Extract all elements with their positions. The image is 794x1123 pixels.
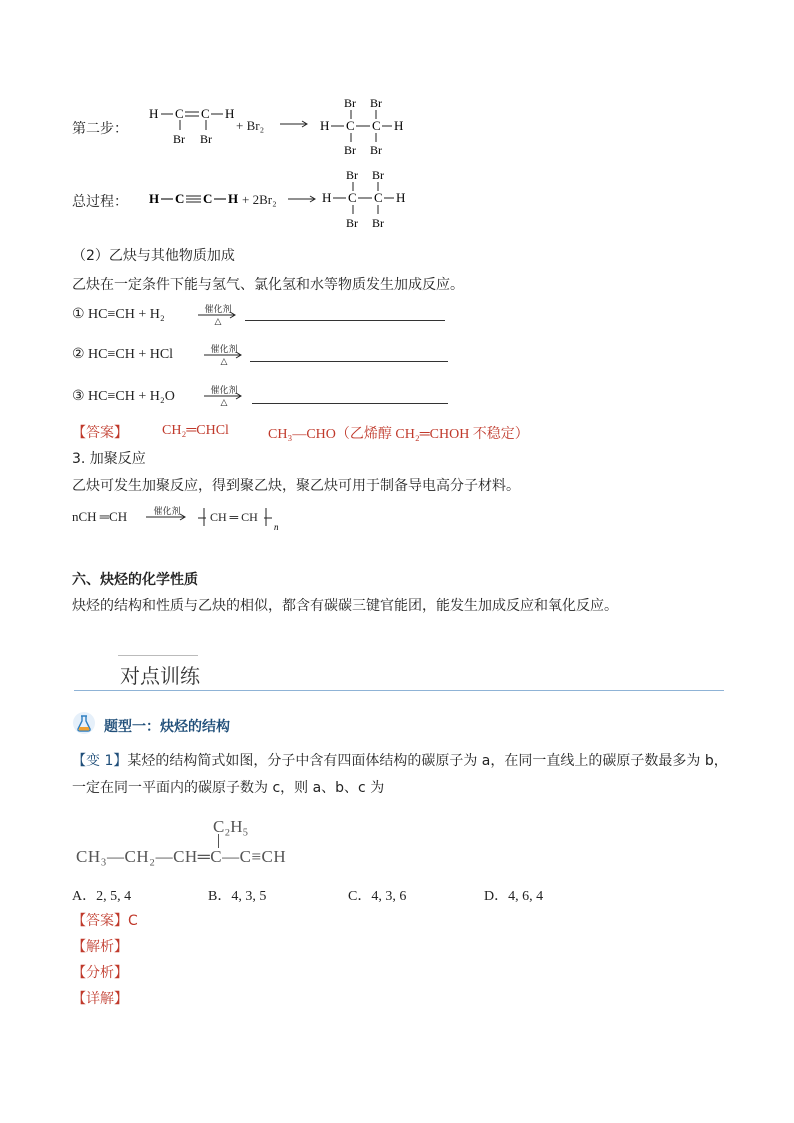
step2-plus-br2: + Br₂	[236, 118, 265, 133]
atom-c2: C	[201, 106, 210, 121]
answer-blank-1[interactable]	[245, 320, 445, 321]
overall-plus-2br2: + 2Br₂	[242, 192, 277, 207]
catalyst-arrow: 催化剂 △	[204, 383, 244, 409]
atom-br1: Br	[173, 132, 185, 146]
svg-text:H: H	[228, 191, 239, 206]
svg-text:H: H	[149, 191, 160, 206]
svg-text:Br: Br	[344, 96, 356, 110]
answer-tag: 【答案】	[72, 425, 128, 441]
question-text-2: 一定在同一平面内的碳原子数为 c，则 a、b、c 为	[72, 780, 385, 796]
svg-text:C: C	[203, 191, 213, 206]
overall-label: 总过程：	[72, 194, 128, 210]
atom-br2: Br	[200, 132, 212, 146]
section2-intro: 乙炔在一定条件下能与氢气、氯化氢和水等物质发生加成反应。	[72, 277, 464, 293]
answer-blank-3[interactable]	[252, 403, 448, 404]
main-chain-structure: CH₃—CH₂—CH═C—C≡CH	[76, 847, 287, 866]
svg-text:Br: Br	[346, 168, 358, 182]
answer-value: C	[128, 913, 138, 929]
svg-text:H: H	[396, 190, 406, 205]
analysis-tag: 【解析】	[72, 939, 128, 955]
question-text-1: 某烃的结构简式如图，分子中含有四面体结构的碳原子为 a，在同一直线上的碳原子数最多为 b，	[127, 753, 728, 769]
step2-label: 第二步：	[72, 121, 128, 137]
svg-text:Br: Br	[370, 143, 382, 157]
substituent-bond	[218, 834, 219, 848]
option-d[interactable]: D．4, 6, 4	[484, 889, 544, 904]
section-divider	[74, 690, 724, 691]
svg-text:Br: Br	[372, 168, 384, 182]
svg-text:C: C	[346, 118, 355, 133]
svg-text:C: C	[175, 191, 185, 206]
reaction-arrow	[280, 118, 310, 130]
step2-reactant-structure	[145, 100, 245, 150]
answer-2: CH₃—CHO（乙烯醇 CH₂═CHOH 不稳定）	[268, 427, 529, 442]
answer-line	[72, 910, 138, 930]
svg-text:H: H	[322, 190, 332, 205]
reaction-3: ③ HC≡CH + H₂O	[72, 389, 175, 404]
fenxi-tag: 【分析】	[72, 965, 128, 981]
catalyst-arrow: 催化剂 △	[198, 302, 238, 328]
section3-intro: 乙炔可发生加聚反应，得到聚乙炔，聚乙炔可用于制备导电高分子材料。	[72, 478, 520, 494]
flask-icon	[72, 711, 96, 735]
polymer-product: CH ═ CH	[210, 510, 258, 524]
atom-c1: C	[175, 106, 184, 121]
atom-h-right: H	[225, 106, 235, 121]
svg-text:H: H	[320, 118, 330, 133]
svg-text:n: n	[274, 522, 279, 532]
svg-text:H: H	[394, 118, 404, 133]
svg-text:C: C	[348, 190, 357, 205]
svg-text:Br: Br	[346, 216, 358, 230]
overall-product-structure	[318, 164, 418, 234]
training-title: 对点训练	[120, 664, 200, 688]
svg-text:C: C	[372, 118, 381, 133]
option-a[interactable]: A．2, 5, 4	[72, 889, 132, 904]
svg-text:C: C	[374, 190, 383, 205]
question-line1	[72, 750, 728, 770]
svg-text:Br: Br	[370, 96, 382, 110]
ethyl-substituent: C₂H₅	[213, 817, 249, 836]
option-b[interactable]: B．4, 3, 5	[208, 889, 267, 904]
answer-1: CH₂═CHCl	[162, 423, 229, 438]
reaction-2: ② HC≡CH + HCl	[72, 347, 174, 362]
answer-tag: 【答案】	[72, 913, 128, 929]
answer-blank-2[interactable]	[250, 361, 448, 362]
section3-heading: 3. 加聚反应	[72, 451, 146, 467]
svg-text:Br: Br	[344, 143, 356, 157]
option-c[interactable]: C．4, 3, 6	[348, 889, 407, 904]
catalyst-arrow: 催化剂	[146, 504, 188, 530]
section6-text: 炔烃的结构和性质与乙炔的相似，都含有碳碳三键官能团，能发生加成反应和氧化反应。	[72, 598, 618, 614]
section2-heading: （2）乙炔与其他物质加成	[72, 248, 235, 264]
svg-text:Br: Br	[372, 216, 384, 230]
overall-reactant-structure	[145, 188, 245, 208]
reaction-1: ① HC≡CH + H₂	[72, 307, 165, 322]
reaction-arrow	[288, 193, 318, 205]
catalyst-arrow: 催化剂 △	[204, 342, 244, 368]
step2-product-structure	[318, 92, 418, 162]
detail-tag: 【详解】	[72, 991, 128, 1007]
atom-h-left: H	[149, 106, 159, 121]
question-type-label: 题型一：炔烃的结构	[104, 719, 230, 735]
section6-heading: 六、炔烃的化学性质	[72, 572, 198, 588]
question-tag: 【变 1】	[72, 753, 128, 769]
polymer-reactant: nCH ═CH	[72, 509, 128, 524]
training-overline	[118, 655, 198, 656]
